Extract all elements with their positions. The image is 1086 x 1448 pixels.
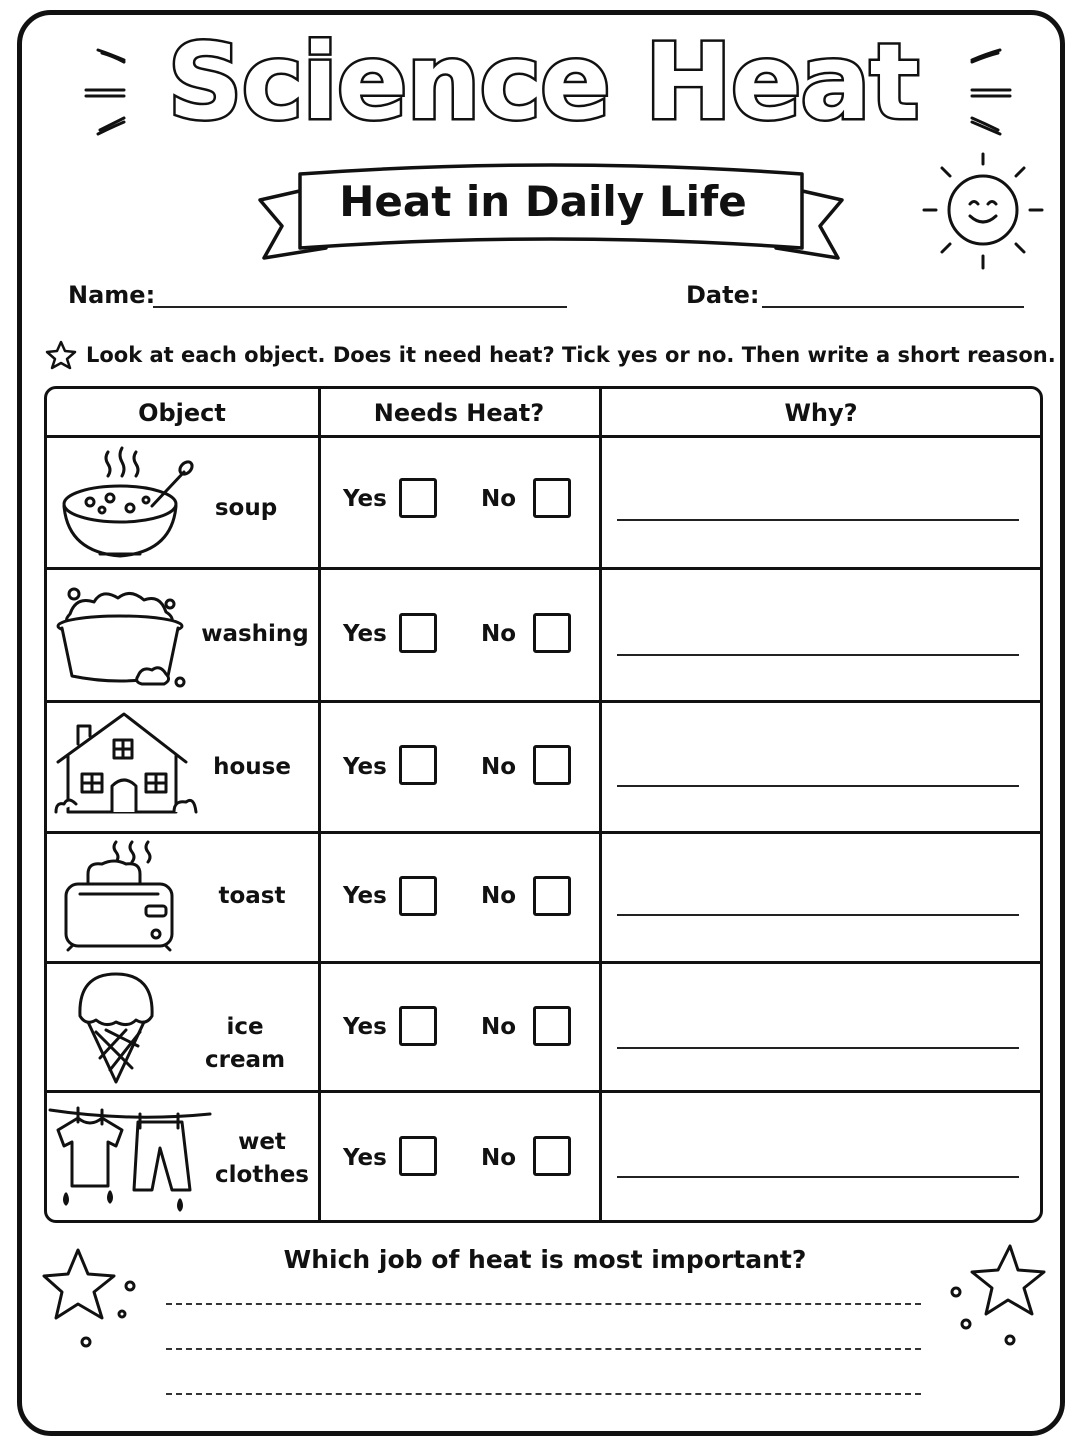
- yes-checkbox[interactable]: [399, 876, 437, 916]
- sparkle-lines-left-icon: [80, 44, 140, 144]
- object-label: ice cream: [204, 1014, 286, 1073]
- no-label: No: [481, 486, 517, 512]
- no-label: No: [481, 1014, 517, 1040]
- no-checkbox[interactable]: [533, 876, 571, 916]
- no-checkbox[interactable]: [533, 1006, 571, 1046]
- instructions: Look at each object. Does it need heat? Tick yes or no. Then write a short reason.: [86, 343, 1056, 367]
- reason-line[interactable]: [617, 914, 1019, 916]
- row-divider: [45, 831, 1042, 834]
- yes-checkbox[interactable]: [399, 478, 437, 518]
- no-label: No: [481, 754, 517, 780]
- page-title: Science Heat: [167, 21, 919, 143]
- yes-checkbox[interactable]: [399, 613, 437, 653]
- yes-label: Yes: [343, 621, 387, 647]
- answer-line[interactable]: [166, 1303, 921, 1305]
- answer-line[interactable]: [166, 1348, 921, 1350]
- row-divider: [45, 1090, 1042, 1093]
- column-divider: [599, 387, 602, 1222]
- reason-line[interactable]: [617, 1047, 1019, 1049]
- subtitle: Heat in Daily Life: [339, 177, 747, 226]
- name-field[interactable]: [153, 306, 567, 308]
- column-header-object: Object: [138, 399, 226, 427]
- column-header-why: Why?: [784, 399, 858, 427]
- yes-label: Yes: [343, 1014, 387, 1040]
- row-divider: [45, 961, 1042, 964]
- column-header-needs-heat: Needs Heat?: [373, 399, 545, 427]
- object-label: washing: [201, 621, 309, 647]
- yes-label: Yes: [343, 754, 387, 780]
- sun-icon: [920, 150, 1050, 280]
- object-label: [202, 1126, 322, 1192]
- yes-label: Yes: [343, 883, 387, 909]
- no-checkbox[interactable]: [533, 613, 571, 653]
- object-label: house: [213, 754, 291, 780]
- house-icon: [54, 710, 200, 818]
- object-label: toast: [218, 883, 286, 909]
- object-label-text: wet clothes: [215, 1129, 309, 1188]
- no-label: No: [481, 1145, 517, 1171]
- reason-line[interactable]: [617, 519, 1019, 521]
- star-decoration-left-icon: [40, 1244, 140, 1354]
- row-divider: [45, 567, 1042, 570]
- toaster-icon: [62, 838, 182, 954]
- answer-line[interactable]: [166, 1393, 921, 1395]
- no-checkbox[interactable]: [533, 478, 571, 518]
- reason-line[interactable]: [617, 1176, 1019, 1178]
- column-divider: [318, 387, 321, 1222]
- date-label: Date:: [686, 281, 760, 309]
- no-label: No: [481, 621, 517, 647]
- yes-checkbox[interactable]: [399, 745, 437, 785]
- yes-checkbox[interactable]: [399, 1136, 437, 1176]
- yes-label: Yes: [343, 1145, 387, 1171]
- no-checkbox[interactable]: [533, 1136, 571, 1176]
- reason-line[interactable]: [617, 785, 1019, 787]
- object-label: soup: [214, 495, 278, 521]
- question-text: Which job of heat is most important?: [283, 1245, 807, 1274]
- no-label: No: [481, 883, 517, 909]
- date-field[interactable]: [762, 306, 1024, 308]
- name-label: Name:: [68, 281, 156, 309]
- row-divider: [45, 700, 1042, 703]
- ice-cream-icon: [76, 970, 156, 1086]
- yes-label: Yes: [343, 486, 387, 512]
- header-divider: [45, 435, 1042, 438]
- clothesline-icon: [48, 1100, 214, 1212]
- washing-tub-icon: [58, 584, 192, 692]
- star-decoration-right-icon: [948, 1240, 1048, 1350]
- yes-checkbox[interactable]: [399, 1006, 437, 1046]
- sparkle-lines-right-icon: [966, 44, 1026, 144]
- reason-line[interactable]: [617, 654, 1019, 656]
- no-checkbox[interactable]: [533, 745, 571, 785]
- soup-bowl-icon: [60, 448, 194, 564]
- star-icon: [46, 340, 78, 370]
